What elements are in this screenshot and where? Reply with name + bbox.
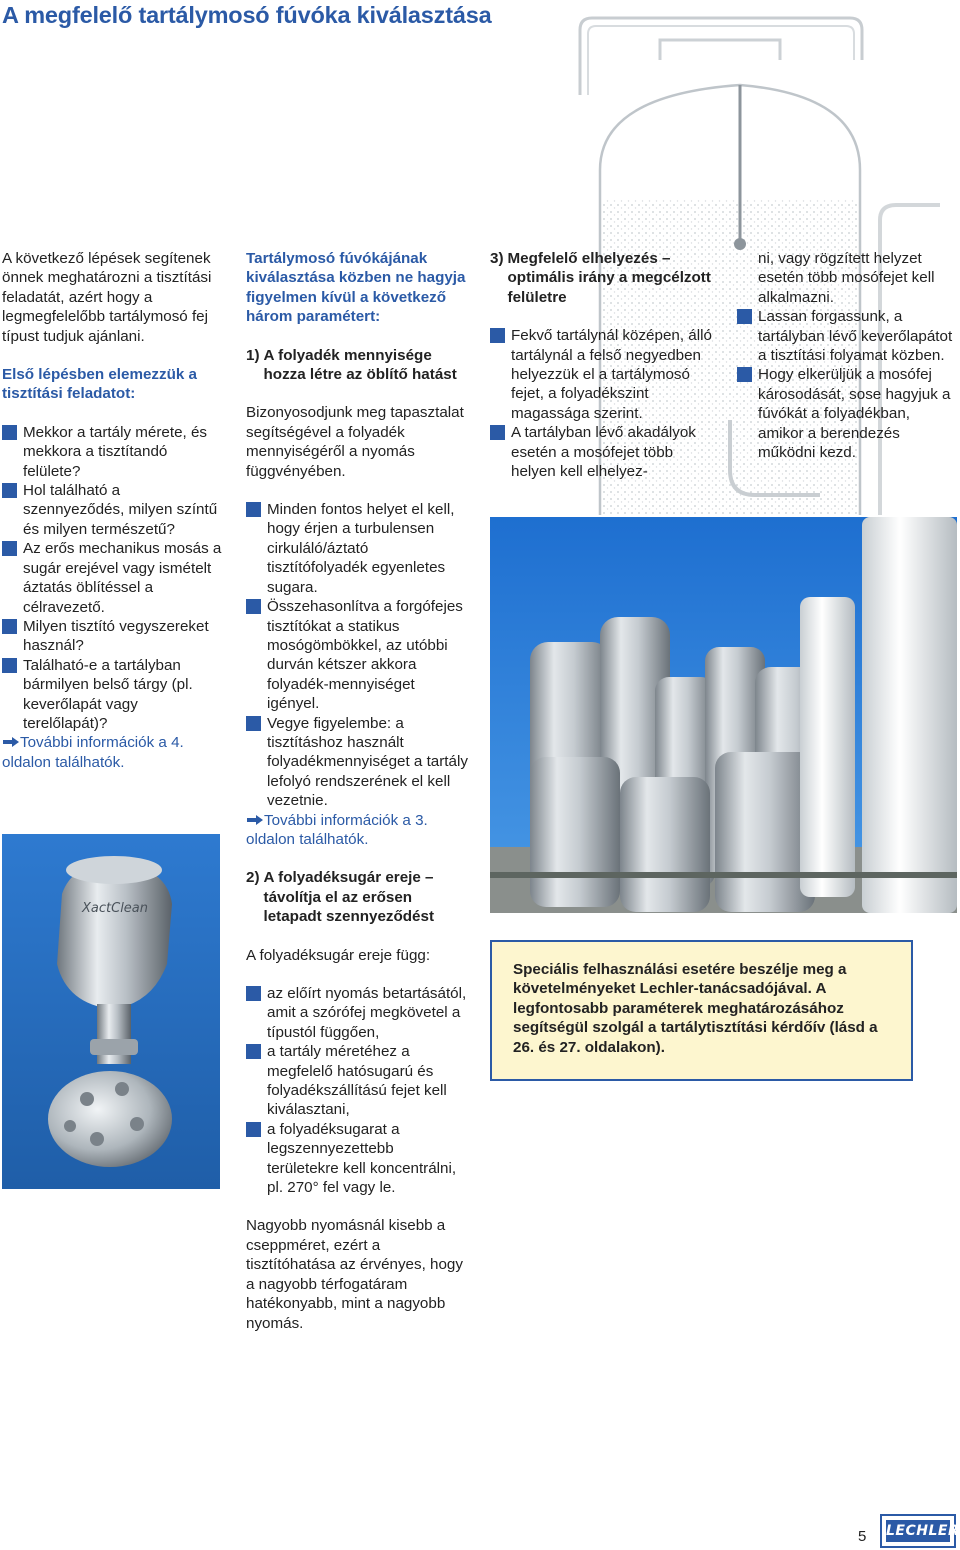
parameter-1-heading: 1) A folyadék mennyisége hozza létre az öblítő hatást xyxy=(246,346,457,384)
square-bullet-icon xyxy=(246,986,261,1001)
placement-column xyxy=(490,249,712,481)
page-number: 5 xyxy=(858,1528,867,1545)
list-item: Található-e a tartályban bármilyen belső tárgy (pl. keverőlapát vagy terelőlapát)? xyxy=(2,656,224,734)
square-bullet-icon xyxy=(2,483,17,498)
list-item: Hol található a szennyeződés, milyen színtű és milyen természetű? xyxy=(2,481,224,539)
lechler-logo xyxy=(880,1514,960,1548)
square-bullet-icon xyxy=(246,599,261,614)
nozzle-photo xyxy=(2,834,220,1189)
parameter-2-heading: 2) A folyadéksugár ereje – távolítja el az erősen letapadt szennyeződést xyxy=(246,869,434,926)
list-item: Összehasonlítva a forgófejes tisztítókat a statikus mosógömbökkel, az utóbbi durván kétszer akkora folyadék-mennyiséget igényel. xyxy=(246,597,468,713)
list-item: Vegye figyelembe: a tisztításhoz használt folyadékmennyiséget a tartály lefolyó rendszerének el kell vezetnie. xyxy=(246,714,468,811)
list-item: Hogy elkerüljük a mosófej károsodását, sose hagyjuk a fúvókát a folyadékban, amikor a berendezés működni kezd. xyxy=(737,365,959,462)
page-title: A megfelelő tartálymosó fúvóka kiválasztása xyxy=(2,2,492,28)
list-item: A tartályban lévő akadályok esetén a mosófejet több helyen kell elhelyez- xyxy=(490,423,712,481)
square-bullet-icon xyxy=(246,1122,261,1137)
analysis-heading: Első lépésben elemezzük a tisztítási feladatot: xyxy=(2,366,197,403)
parameter-1-text: Bizonyosodjunk meg tapasztalat segítségével a folyadék mennyiségéről a nyomás függvényében. xyxy=(246,404,464,480)
list-item: Milyen tisztító vegyszereket használ? xyxy=(2,617,224,656)
more-info-link[interactable]: További információk a 3. oldalon találhatók. xyxy=(246,811,428,848)
list-item: az előírt nyomás betartásától, amit a szórófej megkövetel a típustól függően, xyxy=(246,984,468,1042)
list-item: Mekkor a tartály mérete, és mekkora a tisztítandó felülete? xyxy=(2,423,224,481)
square-bullet-icon xyxy=(2,425,17,440)
list-item: Lassan forgassunk, a tartályban lévő keverőlapátot a tisztítási folyamat közben. xyxy=(737,307,959,365)
placement-column-continued xyxy=(737,249,959,462)
list-item: a tartály méretéhez a megfelelő hatósugarú és folyadékszállítású fejet kell kiválasztani, xyxy=(246,1042,468,1120)
square-bullet-icon xyxy=(737,309,752,324)
parameter-2-text: A folyadéksugár ereje függ: xyxy=(246,946,431,964)
continued-text: ni, vagy rögzített helyzet esetén több mosófejet kell alkalmazni. xyxy=(758,250,935,306)
list-item: Minden fontos helyet el kell, hogy érjen a turbulensen cirkuláló/áztató tisztítófolyadék egyenletes sugara. xyxy=(246,500,468,597)
intro-column xyxy=(2,249,224,772)
parameters-column xyxy=(246,249,468,1333)
consultation-notice: Speciális felhasználási esetére beszélje meg a követelményeket Lechler-tanácsadójával. A legfontosabb paraméterek meghatározásához segítségül szolgál a tartálytisztítási kérdőív (lásd a 26. és 27. oldalakon). xyxy=(490,940,913,1081)
square-bullet-icon xyxy=(737,367,752,382)
arrow-right-icon xyxy=(2,736,20,748)
square-bullet-icon xyxy=(246,716,261,731)
more-info-link[interactable]: További információk a 4. oldalon találhatók. xyxy=(2,734,184,771)
parameter-3-heading: 3) Megfelelő elhelyezés – optimális irány a megcélzott felületre xyxy=(490,250,711,306)
square-bullet-icon xyxy=(246,1044,261,1059)
logo-text: LECHLER xyxy=(886,1520,950,1542)
square-bullet-icon xyxy=(2,541,17,556)
intro-text: A következő lépések segítenek önnek meghatározni a tisztítási feladatát, azért hogy a legmegfelelőbb tartálymosó fej típust tudjuk ajánlani. xyxy=(2,250,212,345)
square-bullet-icon xyxy=(2,619,17,634)
square-bullet-icon xyxy=(490,328,505,343)
nozzle-brand-label: XactClean xyxy=(82,901,149,916)
list-item: Fekvő tartálynál középen, álló tartálynál a felső negyedben helyezzük el a tartálymosó fejet, a folyadékszint magassága szerint. xyxy=(490,326,712,423)
pressure-note: Nagyobb nyomásnál kisebb a cseppméret, ezért a tisztítóhatása az érvényes, hogy a nagyobb térfogatáram hatékonyabb, mint a nagyobb nyomás. xyxy=(246,1217,463,1332)
list-item: Az erős mechanikus mosás a sugár erejével vagy ismételt áztatás öblítéssel a célravezető. xyxy=(2,539,224,617)
square-bullet-icon xyxy=(490,425,505,440)
tank-farm-photo xyxy=(490,517,957,913)
parameters-heading: Tartálymosó fúvókájának kiválasztása közben ne hagyja figyelmen kívül a következő három paramétert: xyxy=(246,250,466,326)
list-item: a folyadéksugarat a legszennyezettebb területekre kell koncentrálni, pl. 270° fel vagy le. xyxy=(246,1120,468,1198)
square-bullet-icon xyxy=(2,658,17,673)
square-bullet-icon xyxy=(246,502,261,517)
arrow-right-icon xyxy=(246,814,264,826)
